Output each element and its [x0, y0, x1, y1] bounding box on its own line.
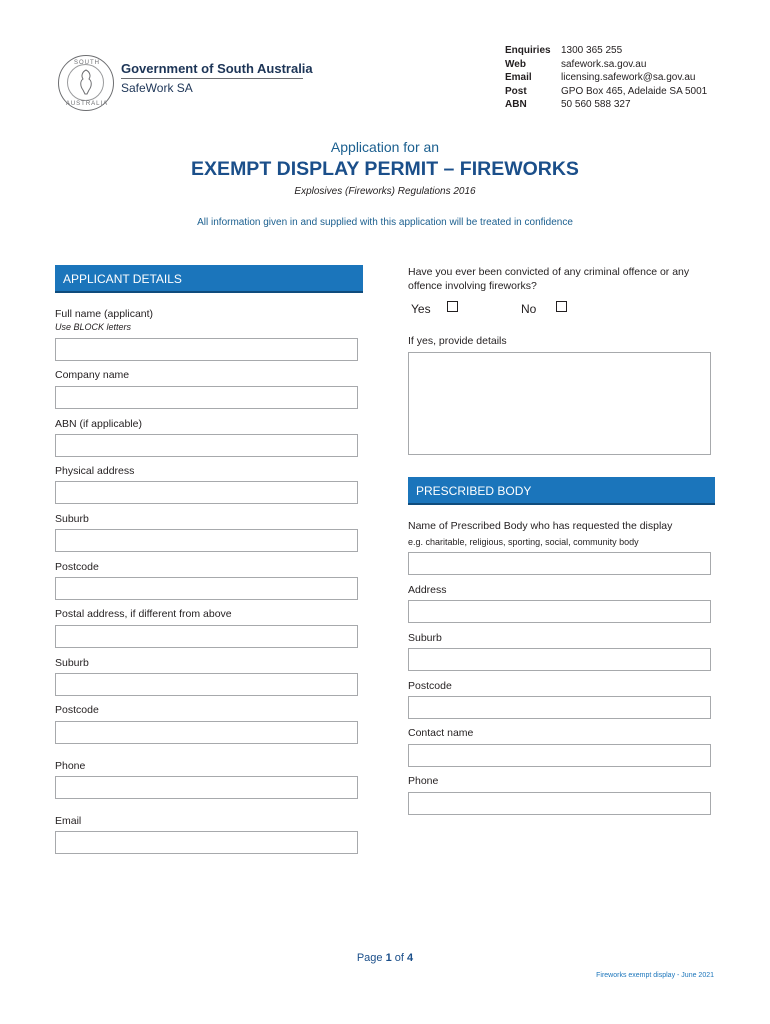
prescribed-suburb-field[interactable]: [408, 648, 711, 671]
prescribed-body-name-field[interactable]: [408, 552, 711, 575]
prescribed-body-name-hint: e.g. charitable, religious, sporting, social, community body: [408, 537, 639, 547]
full-name-hint: Use BLOCK letters: [55, 322, 132, 332]
contact-email-link[interactable]: licensing.safework@sa.gov.au: [561, 72, 696, 83]
postcode-label: Postcode: [55, 561, 99, 573]
suburb-field[interactable]: [55, 529, 358, 552]
postal-address-label: Postal address, if different from above: [55, 608, 232, 620]
contact-row-enquiries: [505, 44, 707, 58]
footer-note: Fireworks exempt display - June 2021: [596, 972, 714, 979]
company-name-label: Company name: [55, 369, 130, 381]
form-title: EXEMPT DISPLAY PERMIT – FIREWORKS: [191, 158, 579, 180]
contact-key: ABN: [505, 99, 527, 110]
abn-field[interactable]: [55, 434, 358, 457]
applicant-details-heading: APPLICANT DETAILS: [55, 265, 363, 293]
postal-suburb-field[interactable]: [55, 673, 358, 696]
no-label: No: [521, 302, 537, 316]
postal-suburb-label: Suburb: [55, 657, 89, 669]
yes-checkbox[interactable]: [447, 301, 458, 312]
contact-row-email: [505, 71, 707, 85]
postcode-field[interactable]: [55, 577, 358, 600]
seal-text-bottom: AUSTRALIA: [65, 101, 109, 107]
prescribed-phone-field[interactable]: [408, 792, 711, 815]
page-of: of: [391, 952, 408, 964]
contact-row-post: [505, 85, 707, 99]
org-subtitle: SafeWork SA: [121, 81, 193, 95]
full-name-label: Full name (applicant): [55, 308, 154, 320]
postal-address-field[interactable]: [55, 625, 358, 648]
contact-row-abn: [505, 98, 707, 112]
contact-value: 1300 365 255: [561, 45, 623, 56]
page-current: 1: [385, 952, 392, 964]
sa-government-seal-icon: [58, 55, 114, 111]
prescribed-postcode-field[interactable]: [408, 696, 711, 719]
prescribed-contact-label: Contact name: [408, 727, 474, 739]
contact-block: [505, 44, 707, 112]
conviction-details-label: If yes, provide details: [408, 335, 507, 347]
prescribed-address-field[interactable]: [408, 600, 711, 623]
contact-value: 50 560 588 327: [561, 99, 631, 110]
email-field[interactable]: [55, 831, 358, 854]
confidentiality-notice: All information given in and supplied with this application will be treated in confidence: [197, 217, 573, 228]
prescribed-suburb-label: Suburb: [408, 632, 442, 644]
form-pre-title: Application for an: [330, 139, 440, 155]
phone-label: Phone: [55, 760, 86, 772]
no-checkbox[interactable]: [556, 301, 567, 312]
company-name-field[interactable]: [55, 386, 358, 409]
prescribed-body-heading: PRESCRIBED BODY: [408, 477, 715, 505]
seal-text-top: SOUTH: [74, 60, 100, 66]
prescribed-phone-label: Phone: [408, 775, 439, 787]
page-number: [0, 952, 770, 964]
org-title: Government of South Australia: [121, 61, 313, 76]
phone-field[interactable]: [55, 776, 358, 799]
contact-key: Enquiries: [505, 45, 551, 56]
email-label: Email: [55, 815, 82, 827]
full-name-field[interactable]: [55, 338, 358, 361]
org-divider: [121, 78, 303, 79]
contact-key: Web: [505, 58, 526, 70]
prescribed-postcode-label: Postcode: [408, 680, 452, 692]
yes-label: Yes: [411, 302, 431, 316]
prescribed-contact-field[interactable]: [408, 744, 711, 767]
contact-web-link[interactable]: safework.sa.gov.au: [561, 58, 647, 70]
conviction-question: Have you ever been convicted of any criminal offence or any offence involving fireworks?: [408, 266, 690, 292]
form-regulations: Explosives (Fireworks) Regulations 2016: [294, 186, 476, 197]
suburb-label: Suburb: [55, 513, 89, 525]
page-total: 4: [407, 952, 414, 964]
prescribed-body-name-label: Name of Prescribed Body who has requested the display: [408, 520, 673, 532]
page-prefix: Page: [356, 952, 386, 964]
piping-shrike-icon: [77, 68, 95, 96]
postal-postcode-field[interactable]: [55, 721, 358, 744]
contact-row-web: [505, 58, 707, 72]
contact-key: Post: [505, 85, 527, 97]
contact-key: Email: [505, 72, 532, 83]
prescribed-address-label: Address: [408, 584, 447, 596]
contact-value: GPO Box 465, Adelaide SA 5001: [561, 85, 708, 97]
physical-address-label: Physical address: [55, 465, 135, 477]
abn-label: ABN (if applicable): [55, 418, 142, 430]
conviction-details-field[interactable]: [408, 352, 711, 455]
physical-address-field[interactable]: [55, 481, 358, 504]
postal-postcode-label: Postcode: [55, 704, 99, 716]
